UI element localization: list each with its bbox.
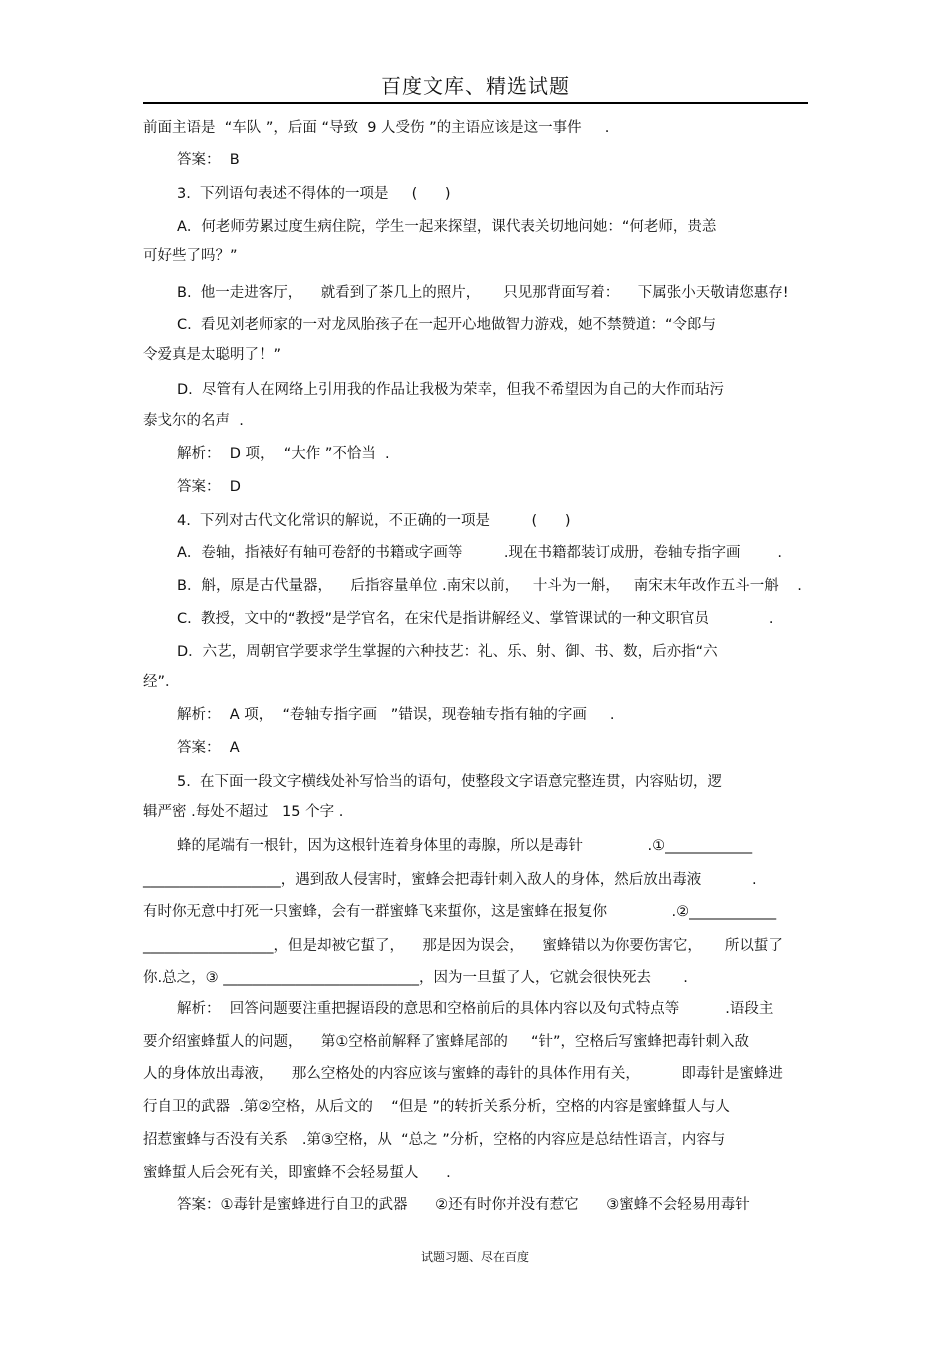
- page-header-title: 百度文库、精选试题: [381, 74, 570, 98]
- passage-line: 蜂的尾端有一根针，因为这根针连着身体里的毒腺，所以是毒针 .①____________: [177, 838, 753, 854]
- answer-line: 答案： D: [177, 479, 241, 495]
- option-a: A．卷轴，指裱好有轴可卷舒的书籍或字画等 .现在书籍都装订成册，卷轴专指字画 .: [177, 545, 782, 561]
- text-line: 令爱真是太聪明了！”: [143, 347, 282, 363]
- analysis-line: 蜜蜂蜇人后会死有关，即蜜蜂不会轻易蜇人 .: [143, 1165, 451, 1181]
- answer-line: 答案：①毒针是蜜蜂进行自卫的武器 ②还有时你并没有惹它 ③蜜蜂不会轻易用毒针: [177, 1197, 750, 1213]
- page-footer: 试题习题、尽在百度: [420, 1250, 529, 1264]
- text-line: 辑严密 .每处不超过 15 个字 .: [143, 804, 344, 820]
- passage-line: ___________________，遇到敌人侵害时，蜜蜂会把毒针刺入敌人的身体，然后放出毒液 .: [143, 872, 757, 888]
- analysis-line: 解析： 回答问题要注重把握语段的意思和空格前后的具体内容以及句式特点等 .语段主: [177, 1001, 774, 1017]
- text-line: 前面主语是 “车队 ”，后面 “导致 9 人受伤 ”的主语应该是这一事件 .: [143, 120, 610, 136]
- text-line: 经”．: [143, 674, 180, 690]
- question-4: 4. 下列对古代文化常识的解说，不正确的一项是 ( ): [177, 513, 571, 529]
- option-a: A．何老师劳累过度生病住院，学生一起来探望，课代表关切地问她：“何老师，贵恙: [177, 219, 717, 235]
- question-3: 3. 下列语句表述不得体的一项是 ( ): [177, 186, 451, 202]
- text-line: 泰戈尔的名声 .: [143, 413, 244, 429]
- option-d: D. 尽管有人在网络上引用我的作品让我极为荣幸，但我不希望因为自己的大作而玷污: [177, 382, 724, 398]
- analysis-line: 解析： A 项， “卷轴专指字画 ”错误，现卷轴专指有轴的字画 .: [177, 707, 615, 723]
- answer-line: 答案： B: [177, 152, 240, 168]
- passage-line: 你.总之，③ ___________________________，因为一旦蜇了人，它就会很快死去 .: [143, 970, 688, 986]
- analysis-line: 招惹蜜蜂与否没有关系 .第③空格，从 “总之 ”分析，空格的内容应是总结性语言，内容与: [143, 1132, 726, 1148]
- option-b: B. 他一走进客厅， 就看到了茶几上的照片， 只见那背面写着： 下属张小天敬请您惠存!: [177, 285, 789, 301]
- option-d: D．六艺，周朝官学要求学生掌握的六种技艺：礼、乐、射、御、书、数，后亦指“六: [177, 644, 718, 660]
- option-c: C. 教授，文中的“教授”是学官名，在宋代是指讲解经义、掌管课试的一种文职官员 .: [177, 611, 774, 627]
- option-c: C. 看见刘老师家的一对龙凤胎孩子在一起开心地做智力游戏，她不禁赞道：“令郎与: [177, 317, 716, 333]
- question-5: 5. 在下面一段文字横线处补写恰当的语句，使整段文字语意完整连贯，内容贴切，逻: [177, 774, 723, 790]
- analysis-line: 要介绍蜜蜂蜇人的问题， 第①空格前解释了蜜蜂尾部的 “针”，空格后写蜜蜂把毒针刺入敌: [143, 1034, 750, 1050]
- analysis-line: 解析： D 项， “大作 ”不恰当 .: [177, 446, 390, 462]
- analysis-line: 行自卫的武器 .第②空格，从后文的 “但是 ”的转折关系分析，空格的内容是蜜蜂蜇人与人: [143, 1099, 730, 1115]
- answer-line: 答案： A: [177, 740, 240, 756]
- option-b: B．斛，原是古代量器， 后指容量单位 .南宋以前， 十斗为一斛， 南宋末年改作五斗一斛 .: [177, 578, 802, 594]
- analysis-line: 人的身体放出毒液， 那么空格处的内容应该与蜜蜂的毒针的具体作用有关， 即毒针是蜜蜂进: [143, 1066, 783, 1082]
- header-divider: [143, 102, 808, 104]
- passage-line: __________________，但是却被它蜇了， 那是因为误会， 蜜蜂错以为你要伤害它， 所以蜇了: [143, 938, 783, 954]
- text-line: 可好些了吗？”: [143, 248, 238, 264]
- passage-line: 有时你无意中打死一只蜜蜂，会有一群蜜蜂飞来蜇你，这是蜜蜂在报复你 .②____________: [143, 904, 777, 920]
